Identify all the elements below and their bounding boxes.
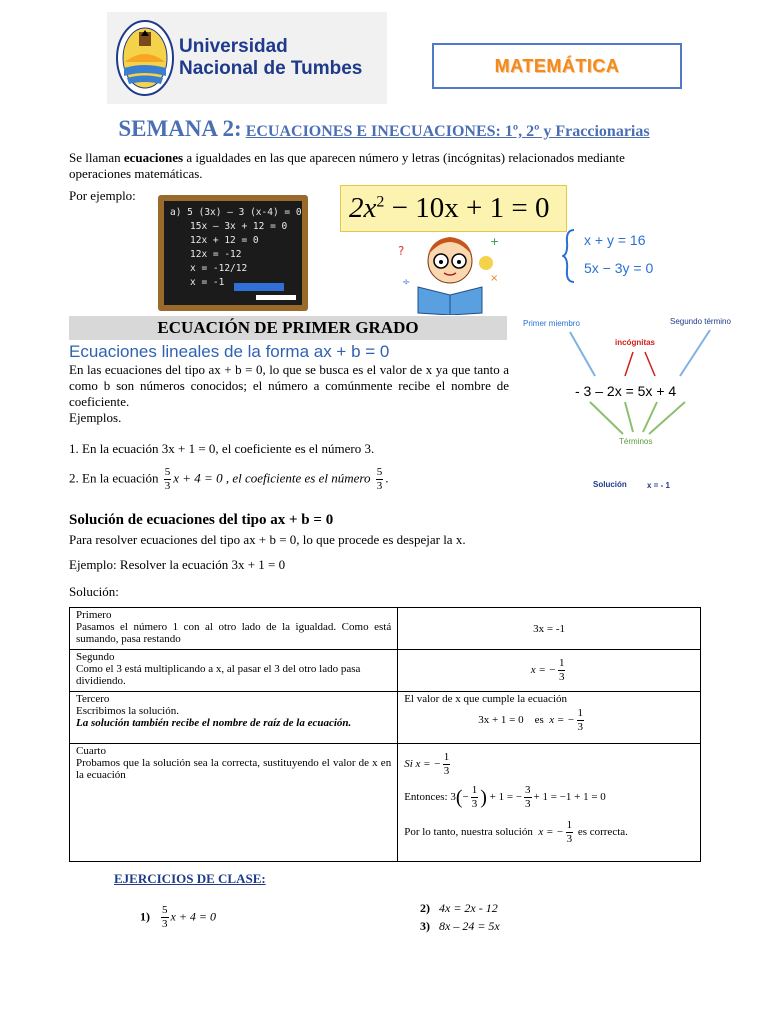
- step-cell: [70, 744, 398, 862]
- subject-box: [432, 43, 682, 89]
- step-cell: [70, 608, 398, 650]
- chalk-line: 15x – 3x + 12 = 0: [190, 221, 288, 232]
- chalkboard-image: [158, 195, 308, 311]
- example-2-mid: x + 4 = 0 , el coeficiente es el número: [173, 470, 374, 486]
- table-row: [70, 744, 701, 862]
- table-row: [70, 608, 701, 650]
- fraction-5-3: $\frac{5}{3}$: [164, 466, 171, 492]
- svg-text:÷: ÷: [402, 277, 411, 288]
- chalk-line: 12x + 12 = 0: [190, 235, 259, 246]
- incognitas-label: incógnitas: [615, 338, 656, 347]
- check-si: [404, 751, 694, 778]
- chalk-line: 12x = -12: [190, 249, 242, 260]
- chalk-eraser: [234, 283, 284, 291]
- step-result: [398, 650, 701, 692]
- fraction-1-3: $\frac{1}{3}$: [577, 707, 584, 733]
- step-result-eq-text: 3x + 1 = 0: [478, 714, 524, 727]
- solucion-value: x = - 1: [647, 481, 670, 490]
- banner-exponent: 2: [376, 193, 385, 211]
- step-result: [398, 692, 701, 744]
- step-name: Primero: [76, 609, 112, 621]
- fraction-5-3: $\frac{5}{3}$: [162, 904, 168, 930]
- step-text: Pasamos el número 1 con al otro lado de la igualdad. Como está sumando, pasa restando: [76, 621, 392, 645]
- solution-body: Para resolver ecuaciones del tipo ax + b = 0, lo que procede es despejar la x.: [69, 532, 466, 547]
- equation-parts-diagram: [515, 310, 765, 495]
- step-name: Cuarto: [76, 745, 106, 757]
- step-result-x: x = −: [549, 714, 575, 727]
- step-result-es: es: [534, 714, 544, 727]
- example-2: [69, 466, 388, 493]
- university-logo-box: [107, 12, 387, 104]
- step-text: Escribimos la solución.: [76, 705, 179, 717]
- university-name: [179, 36, 362, 80]
- check-portanto-pre: Por lo tanto, nuestra solución: [404, 826, 533, 839]
- svg-text:×: ×: [490, 273, 499, 284]
- system-eq1: x + y = 16: [584, 232, 646, 248]
- page-title: [0, 116, 768, 142]
- exercise-3-label: 3): [420, 919, 430, 933]
- step-text: Probamos que la solución sea la correcta, sustituyendo el valor de x en la ecuación: [76, 757, 392, 781]
- ejemplos-label: Ejemplos.: [69, 410, 122, 425]
- check-tail: + 1 = −1 + 1 = 0: [533, 791, 606, 804]
- chalk-line: a) 5 (3x) – 3 (x-4) = 0: [170, 207, 302, 218]
- solution-steps-table: [69, 607, 701, 862]
- check-si-text: Si x = −: [404, 758, 441, 771]
- solution-label: Solución:: [69, 584, 119, 599]
- chalk-line: x = -12/12: [190, 263, 248, 274]
- intro-paragraph: [69, 150, 689, 182]
- linear-body-text: En las ecuaciones del tipo ax + b = 0, lo que se busca es el valor de x ya que tanto a como b son números conocidos; el número a comúnmente recibe el nombre de coeficiente.: [69, 362, 509, 409]
- step-name: Segundo: [76, 651, 115, 663]
- semana-label: SEMANA 2:: [118, 116, 242, 141]
- svg-text:?: ?: [398, 244, 405, 258]
- linear-body: [69, 362, 509, 426]
- solution-title: Solución de ecuaciones del tipo ax + b = 0: [69, 512, 334, 528]
- exercise-1-text: x + 4 = 0: [170, 909, 217, 924]
- banner-lhs: 2x: [349, 192, 377, 224]
- subject-label: MATEMÁTICA: [494, 55, 620, 76]
- intro-text-post: a igualdades en las que aparecen número y letras (incógnitas) relacionados mediante operaciones matemáticas.: [69, 150, 625, 181]
- exercise-2-text: 4x = 2x - 12: [439, 901, 498, 915]
- section-heading: ECUACIÓN DE PRIMER GRADO: [69, 316, 507, 340]
- topic-label: ECUACIONES E INECUACIONES: 1º, 2º y Fraccionarias: [245, 123, 650, 140]
- chalk-line: x = -1: [190, 277, 225, 288]
- fraction-1-3: $\frac{1}{3}$: [443, 751, 450, 777]
- university-seal-icon: [115, 18, 175, 98]
- terminos-label: Términos: [619, 437, 653, 446]
- university-line2: Nacional de Tumbes: [179, 58, 363, 79]
- exercise-1: [140, 904, 216, 931]
- svg-text:+: +: [490, 235, 500, 248]
- chalk-stick: [256, 295, 296, 300]
- example-2-pre: 2. En la ecuación: [69, 470, 162, 486]
- system-eq2: 5x − 3y = 0: [584, 260, 654, 276]
- chalkboard-surface: [164, 201, 302, 305]
- fraction-1-3: $\frac{1}{3}$: [471, 784, 478, 810]
- step-result: 3x = -1: [398, 608, 701, 650]
- fraction-5-3: $\frac{5}{3}$: [376, 466, 383, 492]
- step-note: La solución también recibe el nombre de raíz de la ecuación.: [76, 717, 352, 729]
- table-row: [70, 692, 701, 744]
- primer-miembro-label: Primer miembro: [523, 319, 580, 328]
- banner-equation: [349, 192, 549, 225]
- step-result-eq: [404, 707, 694, 734]
- diagram-equation: - 3 – 2x = 5x + 4: [575, 383, 677, 399]
- fraction-1-3: $\frac{1}{3}$: [566, 819, 573, 845]
- step-cell: [70, 650, 398, 692]
- intro-text-bold: ecuaciones: [123, 150, 184, 165]
- step-result: [398, 744, 701, 862]
- fraction-3-3: $\frac{3}{3}$: [525, 784, 531, 810]
- exercise-1-label: 1): [140, 909, 150, 924]
- segundo-termino-label: Segundo término: [670, 317, 731, 326]
- student-illustration-icon: [390, 225, 510, 315]
- check-conclusion: Por lo tanto, nuestra solución x = − $\frac{1}{3}$ es correcta.: [404, 819, 628, 845]
- university-line1: Universidad: [179, 36, 288, 57]
- intro-text-pre: Se llaman: [69, 150, 124, 165]
- check-entonces-label: Entonces:: [404, 791, 448, 804]
- exercise-3-text: 8x – 24 = 5x: [439, 919, 500, 933]
- check-entonces: Entonces: 3(− $\frac{1}{3}$ ) + 1 = − $\frac{3}{3}$ + 1 = −1 + 1 = 0: [404, 784, 606, 810]
- table-row: [70, 650, 701, 692]
- step-result-line: El valor de x que cumple la ecuación: [404, 693, 567, 705]
- por-ejemplo-label: Por ejemplo:: [69, 188, 136, 203]
- exercise-3: [420, 919, 500, 934]
- system-brace-icon: [562, 228, 576, 284]
- linear-subtitle: Ecuaciones lineales de la forma ax + b = 0: [69, 342, 390, 361]
- step-result-x: x = −: [530, 664, 556, 677]
- fraction-1-3: $\frac{1}{3}$: [558, 657, 565, 683]
- step-cell: [70, 692, 398, 744]
- check-portanto-post: es correcta.: [577, 826, 628, 839]
- solucion-label: Solución: [593, 480, 627, 489]
- exercise-2: [420, 901, 498, 916]
- example-1: 1. En la ecuación 3x + 1 = 0, el coeficiente es el número 3.: [69, 441, 375, 456]
- diagram-arrows-icon: [515, 310, 765, 495]
- example-2-end: .: [385, 470, 389, 486]
- step-name: Tercero: [76, 693, 110, 705]
- exercises-title: EJERCICIOS DE CLASE:: [114, 871, 266, 886]
- exercise-2-label: 2): [420, 901, 430, 915]
- step-text: Como el 3 está multiplicando a x, al pasar el 3 del otro lado pasa dividiendo.: [76, 663, 361, 687]
- solution-example: Ejemplo: Resolver la ecuación 3x + 1 = 0: [69, 557, 286, 572]
- banner-rest: − 10x + 1 = 0: [384, 192, 550, 224]
